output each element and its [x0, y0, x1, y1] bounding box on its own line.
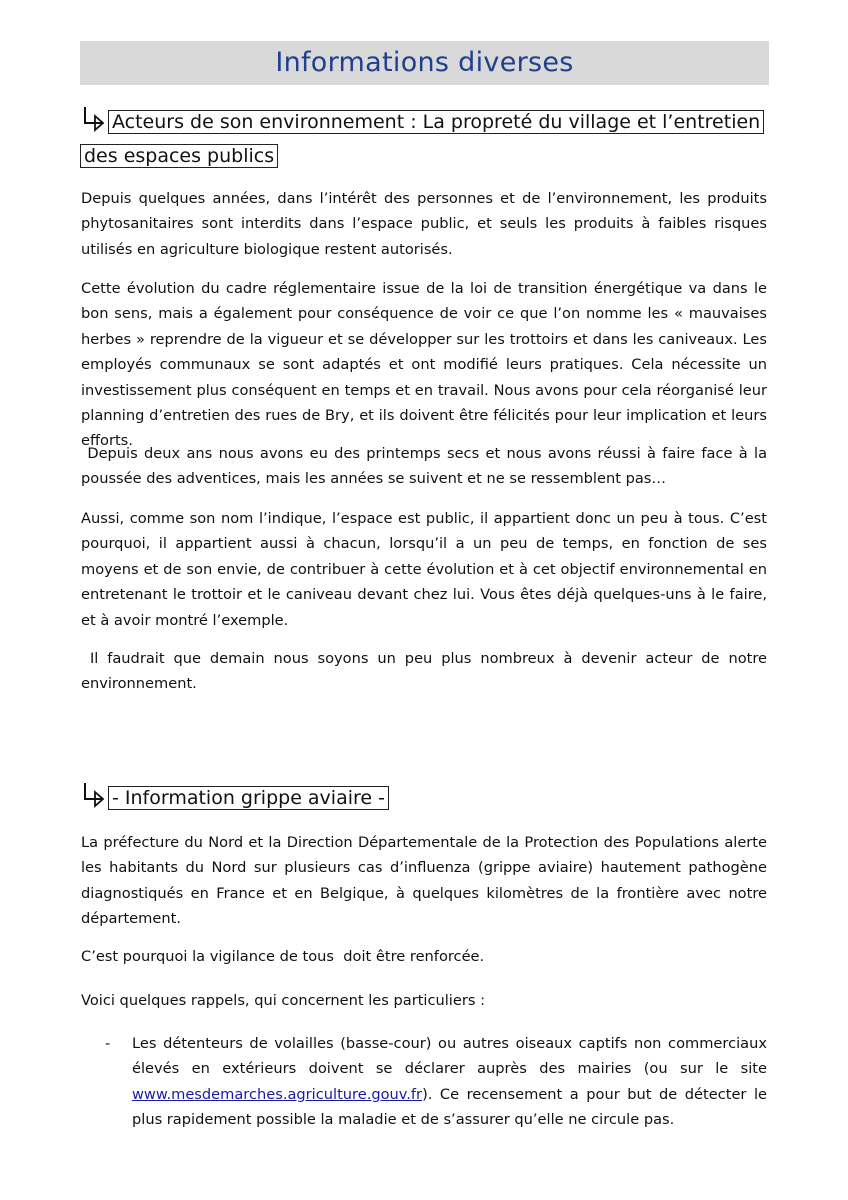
section1-paragraph: Depuis quelques années, dans l’intérêt des personnes et de l’environnement, les produits phytosanitaires sont interdits dans l’espace public, et seuls les produits à faibles risques utilisés en agriculture biologique restent autorisés.	[81, 190, 767, 258]
section1-heading-line1	[108, 107, 764, 138]
mesdemarches-link[interactable]: www.mesdemarches.agriculture.gouv.fr	[132, 1085, 423, 1103]
list-text-part: ). Ce recensement a pour but de détecter le plus rapidement possible la maladie et de s’assurer qu’elle ne circule pas.	[132, 1085, 767, 1129]
section2-heading	[108, 783, 389, 814]
section1-heading-text1: Acteurs de son environnement : La propreté du village et l’entretien	[108, 110, 764, 134]
section2-paragraph: La préfecture du Nord et la Direction Départementale de la Protection des Populations alerte les habitants du Nord sur plusieurs cas d’influenza (grippe aviaire) hautement pathogène diagnostiqués en France et en Belgique, à quelques kilomètres de la frontière avec notre département.	[81, 834, 767, 928]
section1-heading-line2	[80, 141, 278, 172]
title-bar	[80, 41, 769, 85]
section1-paragraph: Depuis deux ans nous avons eu des printemps secs et nous avons réussi à faire face à la poussée des adventices, mais les années se suivent et ne se ressemblent pas…	[81, 445, 772, 488]
list-bullet: -	[105, 1035, 111, 1052]
section1-paragraph: Cette évolution du cadre réglementaire issue de la loi de transition énergétique va dans le bon sens, mais a également pour conséquence de voir ce que l’on nomme les « mauvaises herbes » reprendre de la vigueur et se développer sur les trottoirs et dans les caniveaux. Les employés communaux se sont adaptés et ont modifié leurs pratiques. Cela nécessite un investissement plus conséquent en temps et en travail. Nous avons pour cela réorganisé leur planning d’entretien des rues de Bry, et ils doivent être félicités pour leur implication et leurs efforts.	[81, 280, 767, 450]
section1-heading-text2: des espaces publics	[80, 144, 278, 168]
page-title: Informations diverses	[275, 47, 574, 78]
list-text-part: Les détenteurs de volailles (basse-cour) ou autres oiseaux captifs non commerciaux élevés en extérieurs doivent se déclarer auprès des mairies (ou sur le site	[132, 1035, 767, 1078]
list-item-text	[132, 1031, 767, 1133]
section1-paragraph: Aussi, comme son nom l’indique, l’espace est public, il appartient donc un peu à tous. C’est pourquoi, il appartient aussi à chacun, lorsqu’il a un peu de temps, en fonction de ses moyens et de son envie, de contribuer à cette évolution et à cet objectif environnemental en entretenant le trottoir et le caniveau devant chez lui. Vous êtes déjà quelques-uns à le faire, et à avoir montré l’exemple.	[81, 510, 767, 629]
hook-arrow-icon	[80, 104, 110, 134]
section2-paragraph: C’est pourquoi la vigilance de tous doit être renforcée.	[81, 948, 485, 965]
section2-paragraph: Voici quelques rappels, qui concernent les particuliers :	[81, 992, 485, 1009]
list-item	[81, 1031, 767, 1135]
section2-heading-text: - Information grippe aviaire -	[108, 786, 389, 810]
hook-arrow-icon	[80, 780, 110, 810]
section1-paragraph: Il faudrait que demain nous soyons un peu plus nombreux à devenir acteur de notre environnement.	[81, 650, 772, 693]
